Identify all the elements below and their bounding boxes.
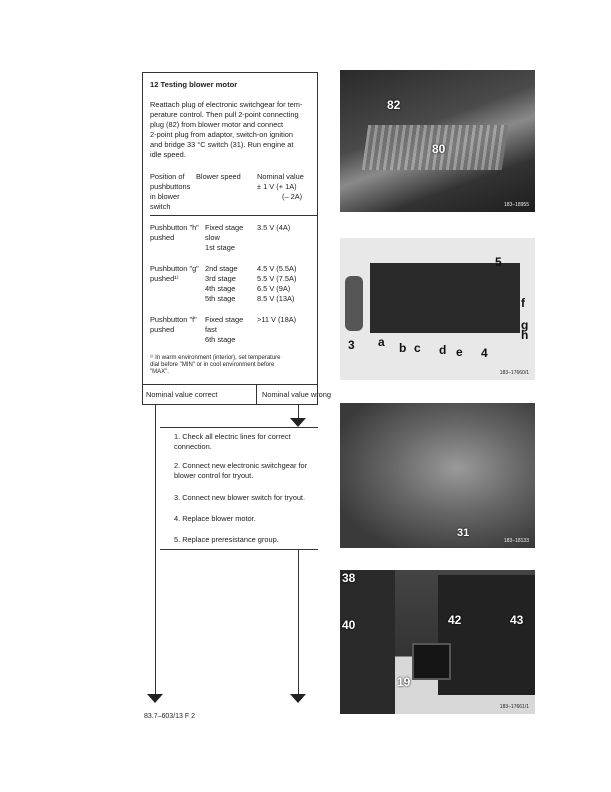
photo-code: 183–17661/1 [499, 704, 529, 710]
header-cell: in blower [150, 192, 180, 201]
intro-line: idle speed. [150, 150, 186, 159]
list-item: 1. Check all electric lines for correct [174, 432, 291, 441]
footnote-line: dial before "MIN" or in cool environment before [150, 362, 275, 368]
photo-blower-switch [340, 238, 535, 380]
cell: Fixed stage [205, 223, 244, 232]
divider [160, 549, 318, 550]
result-wrong: Nominal value wrong [262, 390, 332, 399]
callout-label: e [456, 345, 463, 359]
header-cell: ± 1 V (+ 1A) [257, 182, 297, 191]
list-item: 4. Replace blower motor. [174, 514, 256, 523]
footnote-line: ¹⁾ In warm environment (interior), set temperature [150, 355, 281, 361]
cell: pushed [150, 233, 175, 242]
cell: 4th stage [205, 284, 236, 293]
photo-temperature-switch [340, 403, 535, 548]
cell: 1st stage [205, 243, 235, 252]
list-item: 5. Replace preresistance group. [174, 535, 279, 544]
cell: 5th stage [205, 294, 236, 303]
resistor-unit [438, 575, 535, 695]
callout-label: 5 [495, 255, 502, 269]
callout-label: 80 [432, 142, 446, 156]
photo-switchgear [340, 570, 535, 714]
divider [256, 384, 257, 405]
intro-line: perature control. Then pull 2-point connecting [150, 110, 299, 119]
intro-line: and bridge 33 °C switch (31). Run engine at [150, 140, 294, 149]
divider [150, 215, 318, 216]
photo-code: 183–18133 [503, 538, 529, 544]
cell: 5.5 V (7.5A) [257, 274, 297, 283]
list-item: 2. Connect new electronic switchgear for [174, 461, 308, 470]
footnote-line: "MAX". [150, 369, 169, 375]
header-cell: switch [150, 202, 171, 211]
callout-label: 38 [342, 571, 356, 585]
cell: fast [205, 325, 217, 334]
callout-label: h [521, 328, 529, 342]
cell: pushed [150, 325, 175, 334]
callout-label: c [414, 341, 421, 355]
cell: 6th stage [205, 335, 236, 344]
cell: Pushbutton "h" [150, 223, 199, 232]
control-unit [412, 643, 451, 680]
cell: 4.5 V (5.5A) [257, 264, 297, 273]
cell: 8.5 V (13A) [257, 294, 295, 303]
flow-line-wrong [298, 405, 299, 419]
header-cell: Blower speed [196, 172, 241, 181]
header-cell: pushbuttons [150, 182, 191, 191]
callout-label: 43 [510, 613, 524, 627]
cell: >11 V (18A) [257, 315, 297, 324]
callout-label: f [521, 296, 525, 310]
intro-line: 2-point plug from adaptor, switch-on ignition [150, 130, 293, 139]
arrow-down-icon [147, 694, 163, 703]
header-cell: (– 2A) [282, 192, 303, 201]
cell: Pushbutton "g" [150, 264, 199, 273]
callout-label: d [439, 343, 447, 357]
callout-label: 82 [387, 98, 401, 112]
callout-label: 3 [348, 338, 355, 352]
header-cell: Nominal value [257, 172, 304, 181]
flow-line [298, 549, 299, 695]
panel-left [340, 570, 395, 714]
list-item: connection. [174, 442, 212, 451]
cell: slow [205, 233, 220, 242]
callout-label: 42 [448, 613, 462, 627]
list-item: blower control for tryout. [174, 471, 254, 480]
switch-unit [370, 263, 520, 333]
header-cell: Position of [150, 172, 185, 181]
photo-code: 183–18955 [503, 202, 529, 208]
cell: pushed¹⁾ [150, 274, 179, 283]
divider [160, 427, 318, 428]
cell: 3.5 V (4A) [257, 223, 291, 232]
intro-line: plug (82) from blower motor and connect [150, 120, 284, 129]
cell: 2nd stage [205, 264, 238, 273]
photo-code: 183–17660/1 [499, 370, 529, 376]
result-correct: Nominal value correct [146, 390, 218, 399]
photo-blower-motor [340, 70, 535, 212]
callout-label: b [399, 341, 407, 355]
callout-label: 19 [397, 675, 411, 689]
cell: Pushbutton "f" [150, 315, 197, 324]
arrow-down-icon [290, 418, 306, 427]
cell: 3rd stage [205, 274, 236, 283]
flow-line-correct [155, 405, 156, 695]
divider [142, 384, 318, 385]
section-title: 12 Testing blower motor [150, 80, 238, 89]
page-footer: 83.7–603/13 F 2 [144, 713, 195, 720]
intro-line: Reattach plug of electronic switchgear for tem- [150, 100, 303, 109]
callout-label: 40 [342, 618, 356, 632]
callout-label: 31 [457, 527, 470, 539]
cell: 6.5 V (9A) [257, 284, 291, 293]
arrow-down-icon [290, 694, 306, 703]
temperature-dial [345, 276, 363, 331]
callout-label: g [521, 318, 529, 332]
cell: Fixed stage [205, 315, 244, 324]
callout-label: 4 [481, 346, 488, 360]
list-item: 3. Connect new blower switch for tryout. [174, 493, 306, 502]
callout-label: a [378, 335, 385, 349]
